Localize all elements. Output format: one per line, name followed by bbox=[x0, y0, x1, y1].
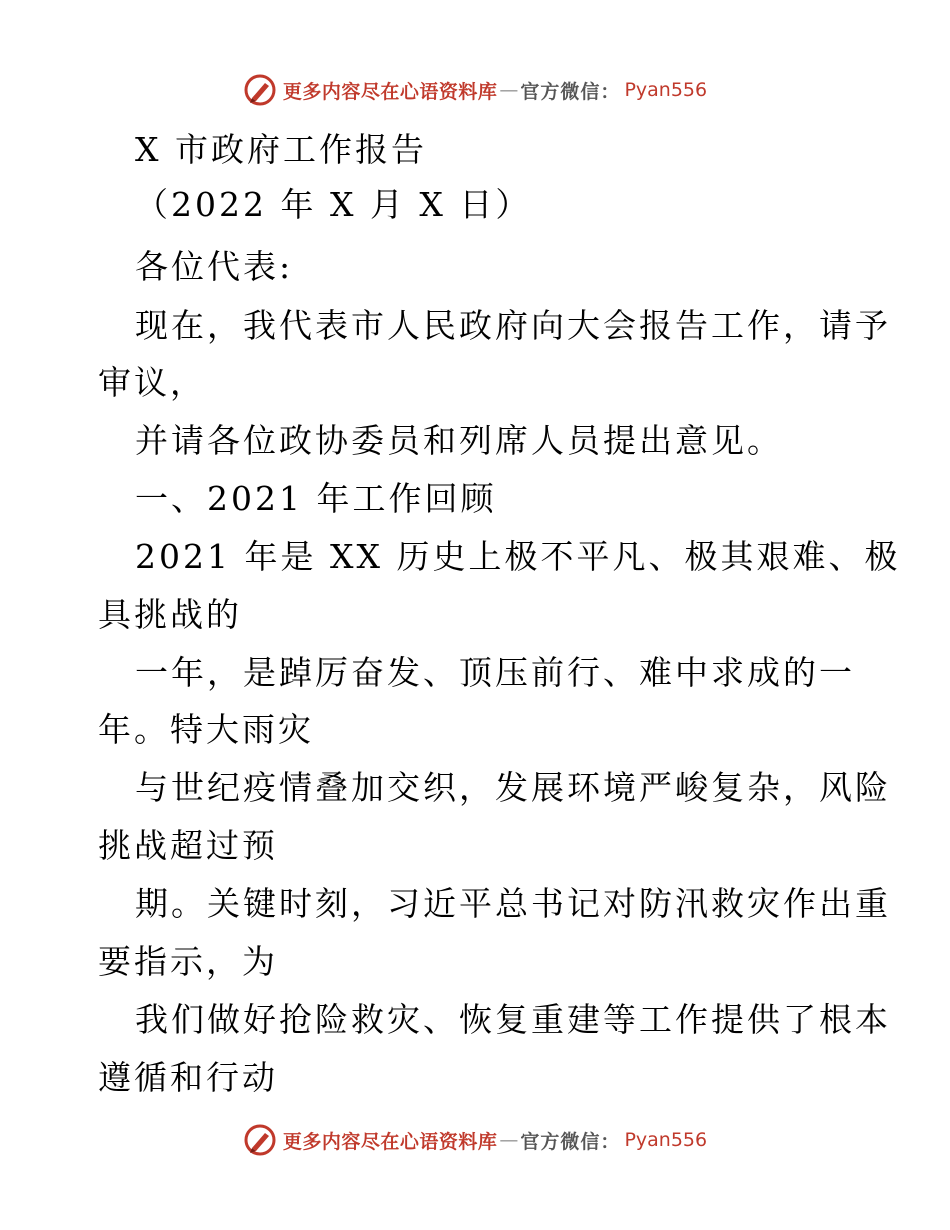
paragraph-line: 现在，我代表市人民政府向大会报告工作，请予 bbox=[135, 306, 891, 345]
watermark-main-text: 更多内容尽在心语资料库 bbox=[282, 80, 498, 103]
paragraph-line: 与世纪疫情叠加交织，发展环境严峻复杂，风险 bbox=[135, 768, 891, 807]
watermark-wechat-id: Pyan556 bbox=[624, 79, 708, 101]
paragraph-line: 挑战超过预 bbox=[98, 826, 278, 865]
pen-circle-logo-icon bbox=[243, 73, 277, 107]
paragraph-line: 2021 年是 XX 历史上极不平凡、极其艰难、极 bbox=[135, 537, 901, 576]
paragraph-line: 期。关键时刻，习近平总书记对防汛救灾作出重 bbox=[135, 884, 891, 923]
document-title: X 市政府工作报告 bbox=[135, 130, 427, 169]
watermark-dash: — bbox=[499, 79, 519, 101]
watermark-wechat-label: 官方微信： bbox=[520, 80, 621, 103]
paragraph-line: 年。特大雨灾 bbox=[98, 710, 314, 749]
watermark-dash: — bbox=[499, 1129, 519, 1151]
salutation: 各位代表: bbox=[135, 247, 294, 286]
pen-circle-logo-icon bbox=[243, 1123, 277, 1157]
paragraph-line: 一年，是踔厉奋发、顶压前行、难中求成的一 bbox=[135, 653, 855, 692]
paragraph-line: 要指示，为 bbox=[98, 942, 278, 981]
watermark-wechat-label: 官方微信： bbox=[520, 1130, 621, 1153]
paragraph-line: 审议， bbox=[98, 363, 206, 402]
watermark-wechat-id: Pyan556 bbox=[624, 1129, 708, 1151]
footer-watermark bbox=[0, 1120, 950, 1160]
paragraph-line: 具挑战的 bbox=[98, 595, 242, 634]
paragraph-line: 我们做好抢险救灾、恢复重建等工作提供了根本 bbox=[135, 1000, 891, 1039]
watermark-main-text: 更多内容尽在心语资料库 bbox=[282, 1130, 498, 1153]
paragraph-line: 并请各位政协委员和列席人员提出意见。 bbox=[135, 421, 783, 460]
section-heading: 一、2021 年工作回顾 bbox=[135, 479, 497, 518]
document-date: （2022 年 X 月 X 日） bbox=[135, 185, 532, 224]
header-watermark bbox=[0, 70, 950, 110]
paragraph-line: 遵循和行动 bbox=[98, 1058, 278, 1097]
